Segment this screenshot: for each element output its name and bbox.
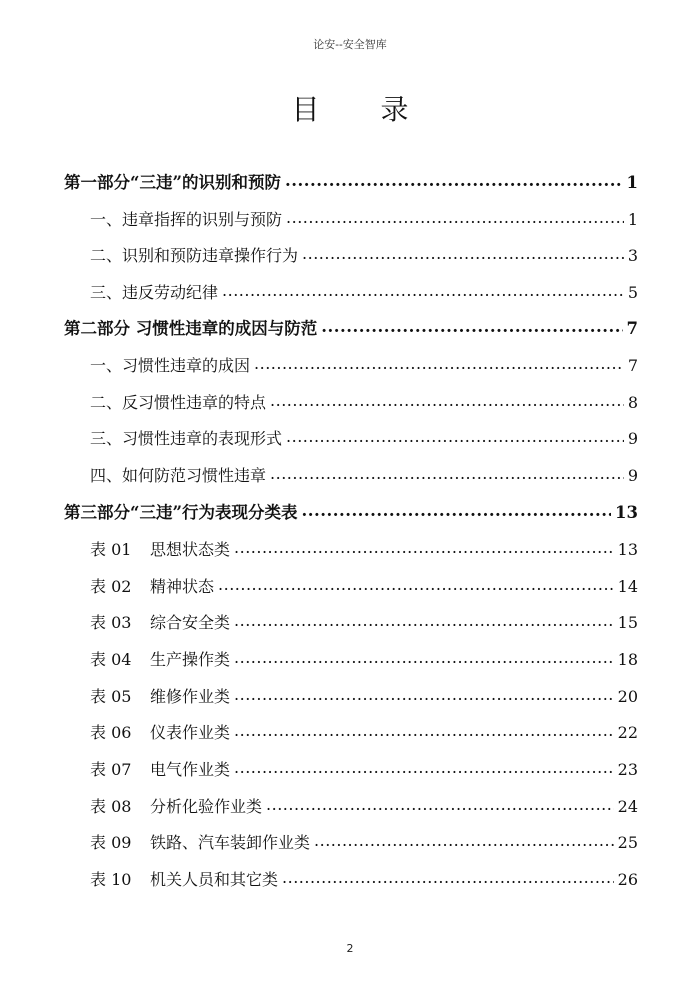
toc-table-code: 表 08 [90, 797, 132, 816]
toc-leader-dots [218, 574, 614, 596]
toc-table-entry[interactable] [90, 759, 638, 781]
toc-leader-dots [254, 353, 624, 375]
toc-table-code: 表 04 [90, 650, 132, 669]
toc-entry-page: 24 [617, 797, 638, 816]
toc-part-3[interactable] [64, 502, 638, 524]
toc-leader-dots [234, 720, 614, 742]
toc-leader-dots [234, 610, 614, 632]
toc-entry-label: 一、习惯性违章的成因 [90, 356, 251, 375]
page-number: 2 [346, 942, 354, 955]
toc-entry-label: 第三部分“三违”行为表现分类表 [64, 503, 298, 522]
toc-entry-page: 25 [617, 833, 638, 852]
toc-leader-dots [282, 867, 614, 889]
toc-leader-dots [234, 684, 614, 706]
toc-leader-dots [234, 757, 614, 779]
toc-entry[interactable] [90, 355, 638, 377]
toc-entry-label: 铁路、汽车装卸作业类 [150, 833, 311, 852]
toc-leader-dots [302, 243, 624, 265]
toc-entry-label: 第二部分 习惯性违章的成因与防范 [64, 319, 318, 338]
toc-entry-label: 精神状态 [150, 577, 215, 596]
toc-entry-label: 综合安全类 [150, 613, 231, 632]
toc-entry-page: 7 [627, 356, 638, 375]
toc-entry-page: 13 [615, 503, 638, 522]
toc-leader-dots [234, 537, 614, 559]
toc-table-entry[interactable] [90, 612, 638, 634]
toc-entry-label: 分析化验作业类 [150, 797, 263, 816]
toc-entry-page: 22 [617, 723, 638, 742]
toc-entry-page: 8 [627, 393, 638, 412]
toc-entry-page: 13 [617, 540, 638, 559]
toc-entry-label: 仪表作业类 [150, 723, 231, 742]
toc-table-code: 表 03 [90, 613, 132, 632]
toc-entry-label: 二、反习惯性违章的特点 [90, 393, 267, 412]
toc-entry-page: 18 [617, 650, 638, 669]
toc-table-entry[interactable] [90, 649, 638, 671]
toc-leader-dots [266, 794, 614, 816]
toc-table-entry[interactable] [90, 539, 638, 561]
toc-part-2[interactable] [64, 318, 638, 340]
page-title: 目 录 [291, 93, 435, 126]
toc-leader-dots [301, 500, 611, 522]
toc-entry-page: 9 [627, 466, 638, 485]
toc-entry-label: 第一部分“三违”的识别和预防 [64, 173, 281, 192]
toc-entry-label: 维修作业类 [150, 687, 231, 706]
toc-entry-page: 14 [617, 577, 638, 596]
toc-leader-dots [286, 426, 624, 448]
toc-entry-label: 电气作业类 [150, 760, 231, 779]
toc-leader-dots [314, 830, 614, 852]
toc-part-1[interactable] [64, 172, 638, 194]
toc-entry-page: 9 [627, 429, 638, 448]
toc-entry-label: 机关人员和其它类 [150, 870, 279, 889]
toc-leader-dots [270, 390, 624, 412]
toc-entry[interactable] [90, 209, 638, 231]
toc-entry-label: 二、识别和预防违章操作行为 [90, 246, 299, 265]
toc-entry-page: 7 [626, 319, 638, 338]
toc-table-entry[interactable] [90, 796, 638, 818]
toc-entry[interactable] [90, 465, 638, 487]
toc-entry[interactable] [90, 245, 638, 267]
toc-entry-label: 生产操作类 [150, 650, 231, 669]
toc-entry-label: 四、如何防范习惯性违章 [90, 466, 267, 485]
toc-table-entry[interactable] [90, 686, 638, 708]
toc-table-code: 表 05 [90, 687, 132, 706]
toc-table-entry[interactable] [90, 576, 638, 598]
toc-table-entry[interactable] [90, 832, 638, 854]
toc-table-code: 表 10 [90, 870, 132, 889]
toc-entry[interactable] [90, 428, 638, 450]
toc-table-code: 表 06 [90, 723, 132, 742]
toc-table-code: 表 01 [90, 540, 132, 559]
toc-entry-label: 思想状态类 [150, 540, 231, 559]
toc-leader-dots [222, 280, 624, 302]
toc-entry-page: 20 [617, 687, 638, 706]
toc-table-code: 表 02 [90, 577, 132, 596]
toc-entry-page: 1 [626, 173, 638, 192]
toc-table-code: 表 07 [90, 760, 132, 779]
toc-leader-dots [286, 207, 624, 229]
toc-entry-label: 一、违章指挥的识别与预防 [90, 210, 283, 229]
toc-entry-label: 三、习惯性违章的表现形式 [90, 429, 283, 448]
toc-entry[interactable] [90, 282, 638, 304]
toc-leader-dots [321, 316, 622, 338]
toc-entry-page: 1 [627, 210, 638, 229]
toc-entry-page: 15 [617, 613, 638, 632]
toc-entry-label: 三、违反劳动纪律 [90, 283, 219, 302]
toc-entry-page: 26 [617, 870, 638, 889]
toc-table-entry[interactable] [90, 869, 638, 891]
toc-leader-dots [285, 170, 623, 192]
toc-entry-page: 23 [617, 760, 638, 779]
toc-entry-page: 5 [627, 283, 638, 302]
toc-table-entry[interactable] [90, 722, 638, 744]
toc-table-code: 表 09 [90, 833, 132, 852]
page-header: 论安--安全智库 [313, 38, 387, 51]
toc-leader-dots [234, 647, 614, 669]
toc-leader-dots [270, 463, 624, 485]
toc-entry[interactable] [90, 392, 638, 414]
toc-entry-page: 3 [627, 246, 638, 265]
